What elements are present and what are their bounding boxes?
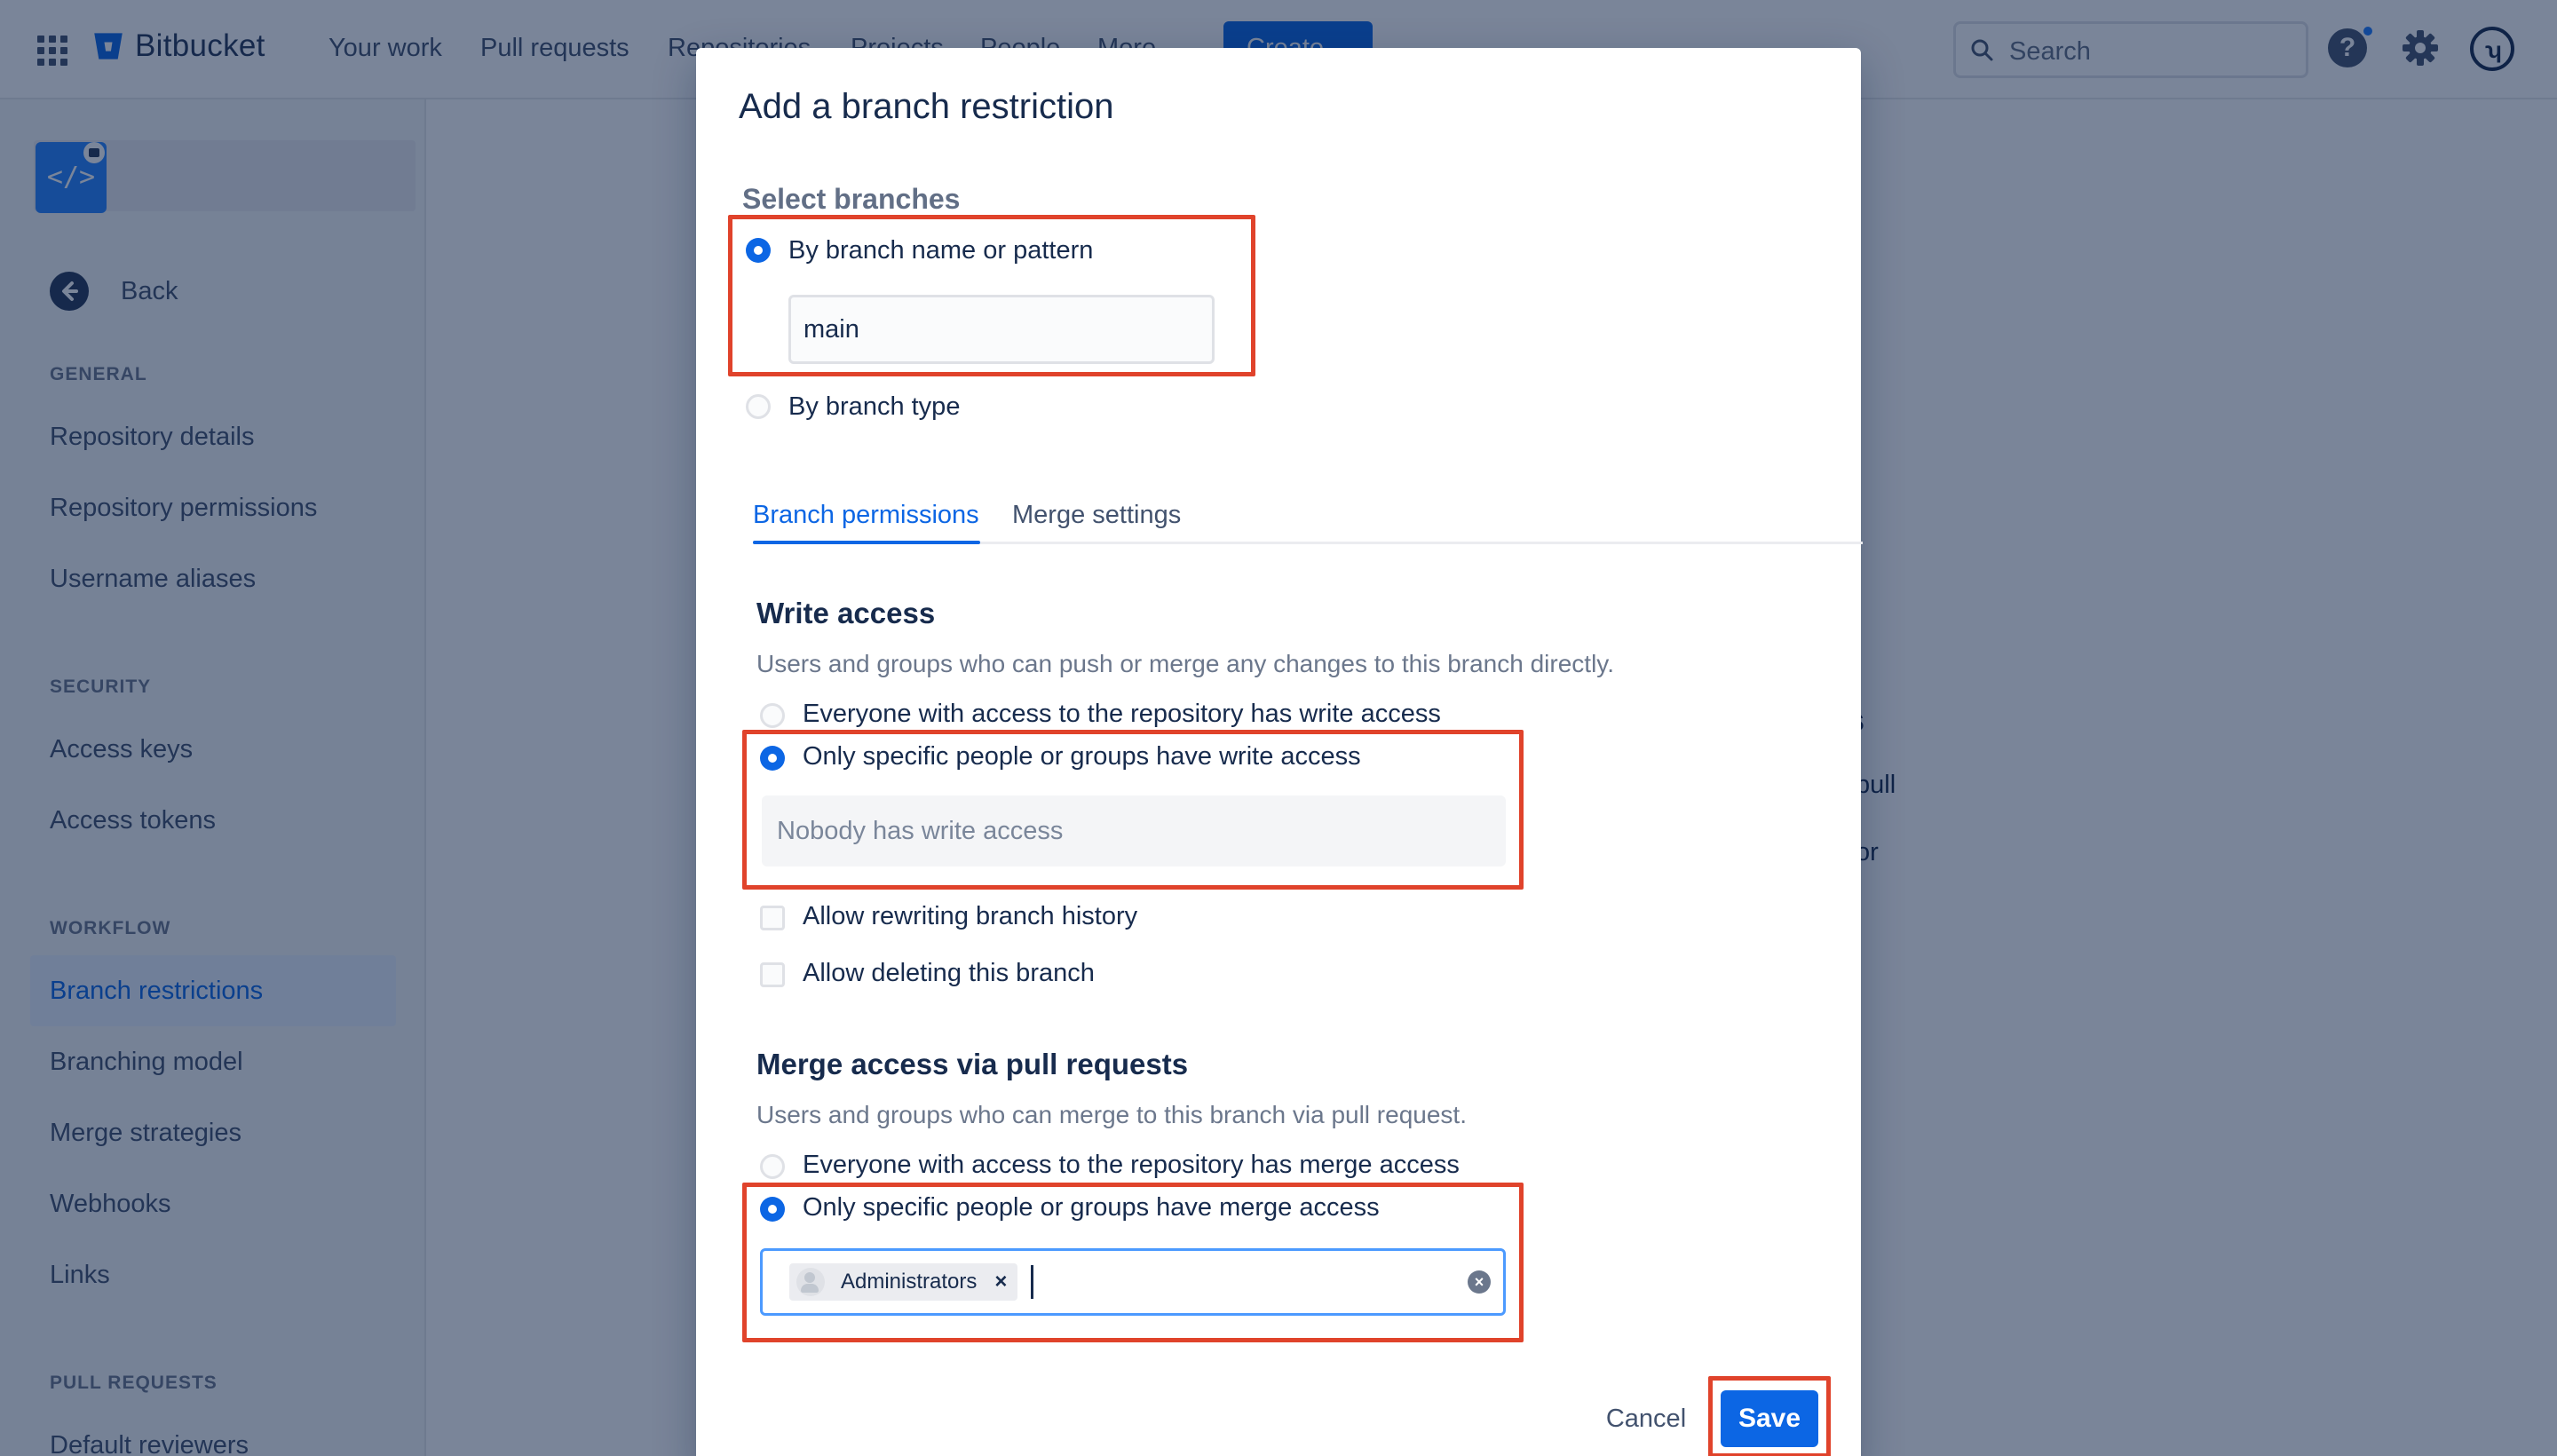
checkbox-allow-rewrite[interactable]: [760, 906, 785, 930]
clear-icon[interactable]: ×: [1468, 1270, 1491, 1294]
merge-everyone-label: Everyone with access to the repository has merge access: [803, 1151, 1460, 1179]
tag-label: Administrators: [841, 1270, 978, 1294]
write-access-users-input[interactable]: Nobody has write access: [762, 795, 1506, 866]
by-branch-type-label: By branch type: [788, 392, 961, 421]
remove-tag-icon[interactable]: ×: [994, 1270, 1008, 1294]
radio-by-branch-type[interactable]: [746, 394, 771, 419]
group-icon: [796, 1268, 825, 1296]
merge-access-heading: Merge access via pull requests: [756, 1048, 1189, 1080]
write-access-description: Users and groups who can push or merge any changes to this branch directly.: [756, 650, 1614, 677]
radio-merge-everyone[interactable]: [760, 1154, 785, 1179]
write-everyone-label: Everyone with access to the repository has write access: [803, 700, 1441, 728]
branch-restriction-dialog: [696, 48, 1861, 1456]
by-branch-pattern-label: By branch name or pattern: [788, 236, 1094, 265]
allow-rewrite-label: Allow rewriting branch history: [803, 902, 1138, 930]
active-tab-indicator: [753, 541, 980, 544]
tab-branch-permissions[interactable]: Branch permissions: [753, 501, 979, 529]
radio-merge-specific[interactable]: [760, 1197, 785, 1222]
dialog-title: Add a branch restriction: [739, 87, 1114, 126]
cancel-button[interactable]: Cancel: [1596, 1390, 1696, 1447]
merge-access-users-select[interactable]: [760, 1248, 1506, 1316]
radio-write-everyone[interactable]: [760, 703, 785, 728]
checkbox-allow-delete[interactable]: [760, 962, 785, 987]
allow-delete-label: Allow deleting this branch: [803, 959, 1095, 987]
select-branches-label: Select branches: [742, 183, 961, 215]
branch-pattern-input[interactable]: main: [788, 295, 1215, 364]
merge-specific-label: Only specific people or groups have merge access: [803, 1193, 1380, 1222]
text-cursor: [1031, 1265, 1033, 1299]
tab-merge-settings[interactable]: Merge settings: [1012, 501, 1182, 529]
radio-write-specific[interactable]: [760, 746, 785, 771]
merge-access-description: Users and groups who can merge to this branch via pull request.: [756, 1101, 1467, 1128]
write-specific-label: Only specific people or groups have write access: [803, 742, 1361, 771]
save-button[interactable]: Save: [1721, 1390, 1818, 1447]
radio-by-branch-pattern[interactable]: [746, 238, 771, 263]
selected-group-tag: [789, 1263, 1017, 1301]
write-access-heading: Write access: [756, 597, 936, 629]
